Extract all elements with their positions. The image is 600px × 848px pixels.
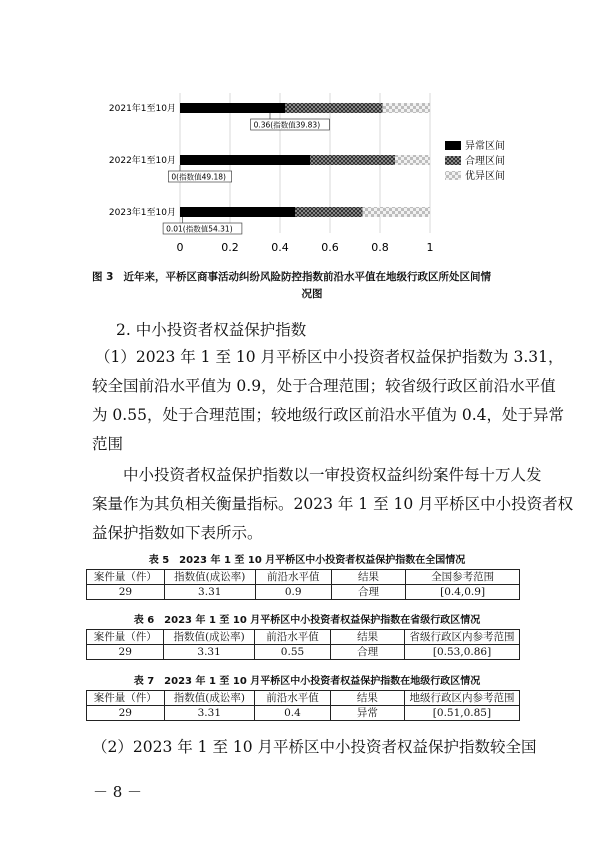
y-tick-label: 2021年1至10月 — [108, 104, 176, 114]
annotation-label: 0.01(指数值54.31) — [166, 224, 233, 234]
x-tick-label: 1 — [426, 241, 434, 254]
legend-label: 合理区间 — [465, 156, 505, 167]
table-cell: 29 — [87, 706, 165, 721]
table-row — [87, 585, 520, 600]
header-cell: 案件量（件） — [87, 570, 165, 585]
annotation-label: 0.36(指数值39.83) — [253, 120, 321, 130]
table-header-row — [87, 630, 520, 645]
legend-swatch — [445, 141, 461, 150]
legend-label: 异常区间 — [465, 141, 505, 152]
table-7-caption: 表 7 2023 年 1 至 10 月平桥区中小投资者权益保护指数在地级行政区情况 — [133, 676, 481, 687]
table-5 — [86, 569, 520, 600]
table-cell: 3.31 — [164, 585, 255, 600]
table-cell: 0.9 — [255, 585, 331, 600]
table-7 — [86, 690, 520, 721]
bar-segment — [363, 207, 431, 217]
legend — [445, 139, 505, 182]
header-cell: 前沿水平值 — [255, 570, 331, 585]
y-tick-labels — [109, 102, 176, 218]
bar-segment — [383, 103, 431, 113]
x-tick-label: 0.4 — [271, 241, 289, 254]
page-number: － 8 － — [92, 783, 143, 801]
y-tick-label: 2022年1至10月 — [108, 156, 176, 166]
header-cell: 前沿水平值 — [255, 691, 331, 706]
bar-segment — [285, 103, 383, 113]
stacked-bar-chart — [95, 88, 535, 263]
paragraph-2 — [92, 461, 574, 548]
table-5-caption: 表 5 2023 年 1 至 10 月平桥区中小投资者权益保护指数在全国情况 — [148, 555, 466, 566]
header-cell: 案件量（件） — [87, 630, 164, 645]
header-cell: 省级行政区内参考范围 — [405, 630, 520, 645]
header-cell: 结果 — [331, 630, 405, 645]
para1-line: 较全国前沿水平值为 0.9，处于合理范围；较省级行政区前沿水平值 — [92, 377, 556, 395]
legend-swatch — [445, 171, 461, 180]
header-cell: 指数值(成讼率) — [164, 691, 255, 706]
table-cell: [0.53,0.86] — [405, 645, 520, 660]
annotation-label: 0(指数值49.18) — [171, 172, 227, 182]
y-tick-label: 2023年1至10月 — [108, 208, 176, 218]
table-header-row — [87, 691, 520, 706]
caption-line2: 况图 — [301, 288, 323, 300]
table-6 — [86, 629, 520, 660]
table-header-row — [87, 570, 520, 585]
x-tick-label: 0.6 — [321, 241, 339, 254]
x-tick-label: 0.2 — [221, 241, 239, 254]
table-row — [87, 645, 520, 660]
caption-number: 图 3 — [92, 271, 114, 283]
header-cell: 全国参考范围 — [406, 570, 520, 585]
last-line: （2）2023 年 1 至 10 月平桥区中小投资者权益保护指数较全国 — [92, 738, 537, 756]
header-cell: 指数值(成讼率) — [164, 630, 254, 645]
table-cell: 0.4 — [255, 706, 331, 721]
bar-segment — [310, 155, 395, 165]
bar-segment — [180, 207, 295, 217]
para2-line: 益保护指数如下表所示。 — [92, 524, 263, 542]
para1-line: 范围 — [92, 435, 124, 453]
x-tick-labels — [177, 241, 434, 254]
table-cell: 0.55 — [254, 645, 330, 660]
bar-segment — [180, 155, 310, 165]
bar-segment — [395, 155, 430, 165]
bar-segment — [180, 103, 285, 113]
header-cell: 前沿水平值 — [254, 630, 330, 645]
table-cell: 合理 — [331, 645, 405, 660]
table-cell: 异常 — [330, 706, 404, 721]
header-cell: 结果 — [331, 570, 405, 585]
x-tick-label: 0.8 — [371, 241, 389, 254]
bar-segment — [295, 207, 363, 217]
table-6-caption: 表 6 2023 年 1 至 10 月平桥区中小投资者权益保护指数在省级行政区情况 — [133, 615, 481, 626]
legend-label: 优异区间 — [465, 171, 505, 182]
header-cell: 案件量（件） — [87, 691, 165, 706]
para2-line: 案量作为其负相关衡量指标。2023 年 1 至 10 月平桥区中小投资者权 — [92, 495, 574, 513]
table-row — [87, 706, 520, 721]
header-cell: 指数值(成讼率) — [164, 570, 255, 585]
caption-line1: 近年来，平桥区商事活动纠纷风险防控指数前沿水平值在地级行政区所处区间情 — [123, 271, 491, 283]
table-cell: [0.4,0.9] — [406, 585, 520, 600]
header-cell: 结果 — [330, 691, 404, 706]
paragraph-1 — [92, 343, 565, 459]
header-cell: 地级行政区内参考范围 — [404, 691, 519, 706]
legend-swatch — [445, 156, 461, 165]
section-heading: 2. 中小投资者权益保护指数 — [116, 321, 307, 339]
para1-line: （1）2023 年 1 至 10 月平桥区中小投资者权益保护指数为 3.31， — [95, 348, 564, 366]
table-cell: 合理 — [331, 585, 405, 600]
x-tick-label: 0 — [176, 241, 184, 254]
table-cell: [0.51,0.85] — [404, 706, 519, 721]
table-cell: 29 — [87, 585, 165, 600]
table-cell: 3.31 — [164, 706, 255, 721]
table-cell: 3.31 — [164, 645, 254, 660]
para2-line: 中小投资者权益保护指数以一审投资权益纠纷案件每十万人发 — [123, 466, 542, 484]
para1-line: 为 0.55，处于合理范围；较地级行政区前沿水平值为 0.4，处于异常 — [92, 406, 565, 424]
table-cell: 29 — [87, 645, 164, 660]
figure-caption — [92, 269, 532, 303]
